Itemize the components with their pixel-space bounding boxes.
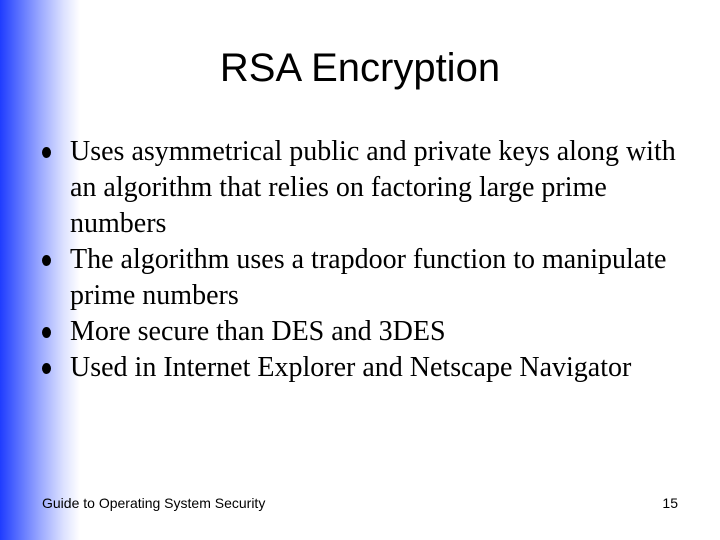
page-number: 15: [662, 495, 678, 511]
bullet-item: [40, 314, 700, 350]
footer-text: Guide to Operating System Security: [42, 495, 266, 511]
bullet-icon: [42, 327, 51, 338]
bullet-text: More secure than DES and 3DES: [70, 316, 446, 347]
bullet-text: Uses asymmetrical public and private keys along with an algorithm that relies on factoring large prime numbers: [70, 136, 676, 239]
bullet-text: Used in Internet Explorer and Netscape Navigator: [70, 352, 632, 383]
bullet-text: The algorithm uses a trapdoor function to manipulate prime numbers: [70, 244, 667, 311]
slide-title: RSA Encryption: [219, 46, 501, 90]
bullet-icon: [42, 147, 51, 158]
bullet-item: [40, 350, 700, 386]
bullet-icon: [42, 363, 51, 374]
bullet-list: [40, 134, 700, 386]
bullet-icon: [42, 255, 51, 266]
bullet-item: [40, 134, 700, 242]
bullet-item: [40, 242, 700, 314]
